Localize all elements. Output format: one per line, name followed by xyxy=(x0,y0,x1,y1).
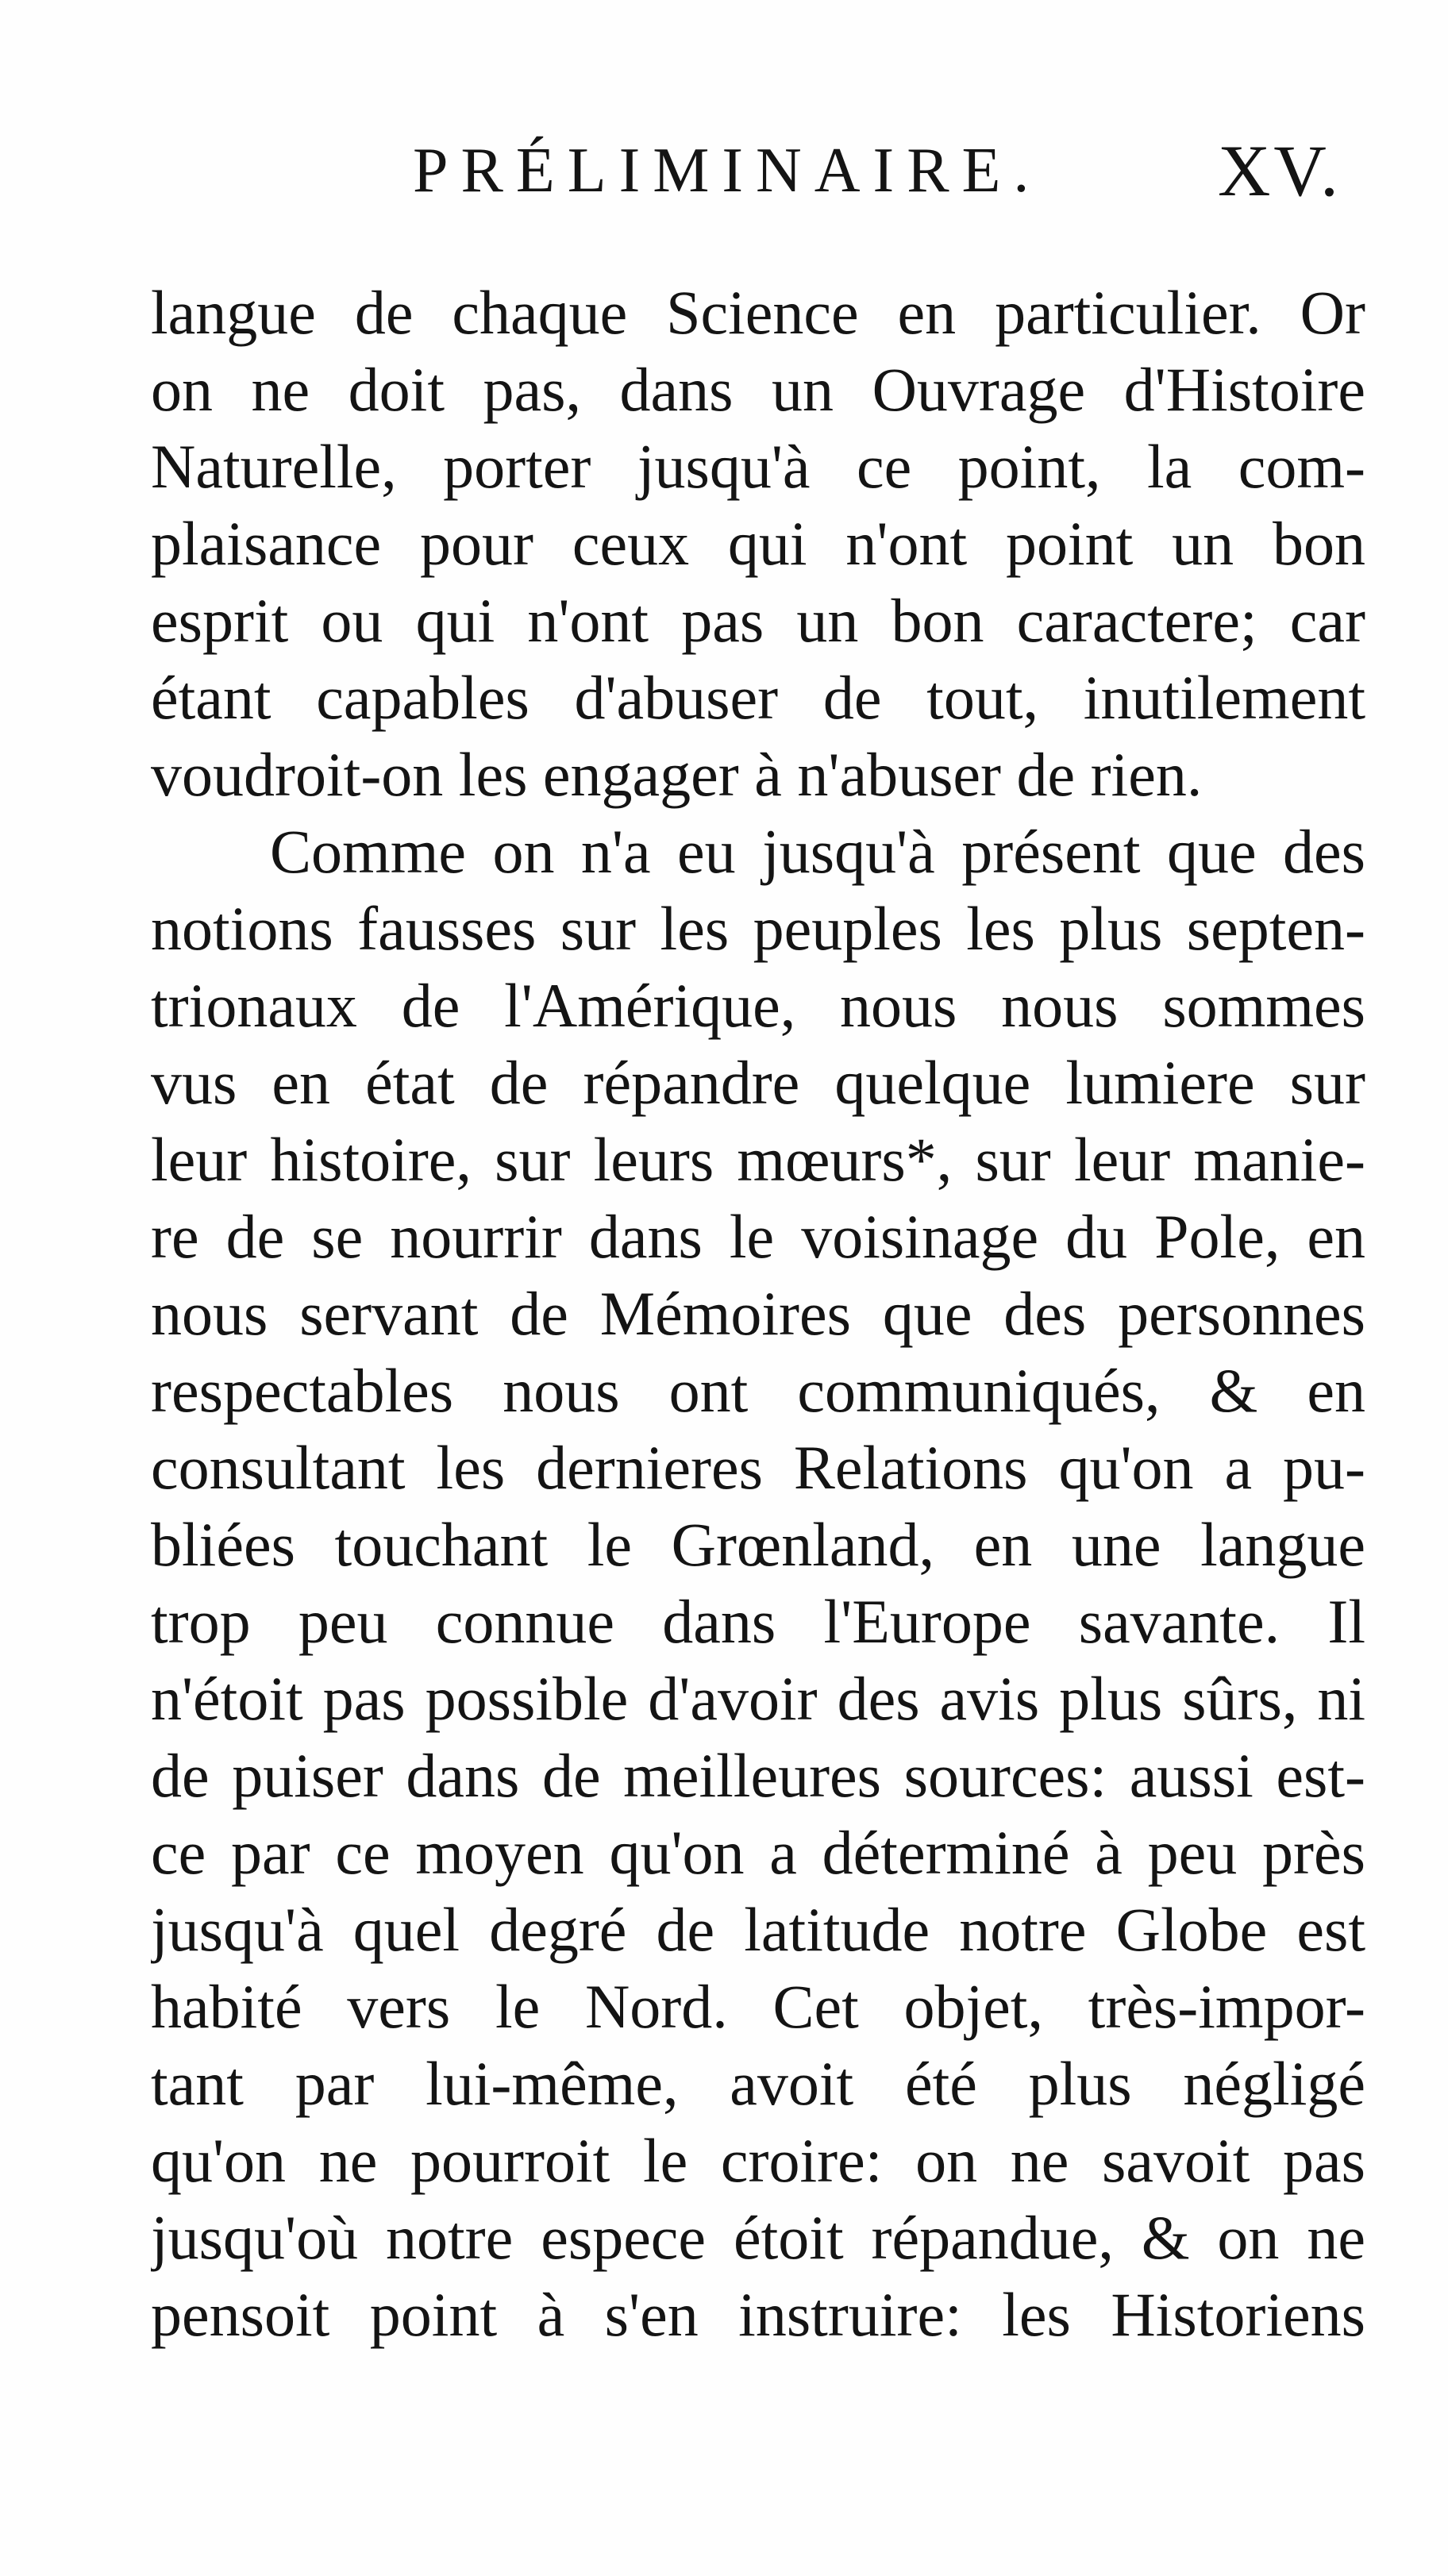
text-line: Comme on n'a eu jusqu'à présent que des xyxy=(270,817,1365,886)
page-header xyxy=(159,127,1365,214)
text-line: bliées touchant le Grœnland, en une langue xyxy=(151,1510,1365,1579)
text-line: on ne doit pas, dans un Ouvrage d'Histoire xyxy=(151,355,1365,424)
text-line: voudroit-on les engager à n'abuser de rien. xyxy=(151,740,1203,809)
body-text xyxy=(151,274,1365,2353)
text-line: esprit ou qui n'ont pas un bon caractere; car xyxy=(151,586,1365,655)
text-line: leur histoire, sur leurs mœurs*, sur leur manie- xyxy=(151,1125,1365,1194)
text-line: trop peu connue dans l'Europe savante. Il xyxy=(151,1587,1365,1656)
text-line: vus en état de répandre quelque lumiere sur xyxy=(151,1048,1365,1117)
text-line: re de se nourrir dans le voisinage du Pole, en xyxy=(151,1202,1365,1271)
running-title: PRÉLIMINAIRE. xyxy=(413,136,1042,206)
text-line: de puiser dans de meilleures sources: aussi est- xyxy=(151,1741,1365,1810)
text-line: étant capables d'abuser de tout, inutilement xyxy=(151,663,1365,732)
paragraph-2 xyxy=(151,813,1365,2353)
text-line: respectables nous ont communiqués, & en xyxy=(151,1356,1365,1425)
page-number: XV. xyxy=(1217,130,1342,211)
text-line: Naturelle, porter jusqu'à ce point, la com- xyxy=(151,432,1365,501)
text-line: langue de chaque Science en particulier. Or xyxy=(151,278,1365,347)
text-line: ce par ce moyen qu'on a déterminé à peu près xyxy=(151,1818,1365,1887)
paragraph-1 xyxy=(151,274,1365,813)
text-line: tant par lui-même, avoit été plus négligé xyxy=(151,2049,1365,2118)
text-line: plaisance pour ceux qui n'ont point un bon xyxy=(151,509,1365,578)
text-line: pensoit point à s'en instruire: les Historiens xyxy=(151,2280,1365,2349)
text-line: habité vers le Nord. Cet objet, très-impor- xyxy=(151,1972,1365,2041)
text-line: n'étoit pas possible d'avoir des avis plus sûrs, ni xyxy=(151,1664,1365,1733)
text-line: notions fausses sur les peuples les plus septen- xyxy=(151,894,1365,963)
text-line: consultant les dernieres Relations qu'on a pu- xyxy=(151,1433,1365,1502)
text-line: trionaux de l'Amérique, nous nous sommes xyxy=(151,971,1365,1040)
text-line: qu'on ne pourroit le croire: on ne savoit pas xyxy=(151,2126,1365,2195)
text-line: jusqu'à quel degré de latitude notre Globe est xyxy=(151,1895,1365,1964)
text-line: jusqu'où notre espece étoit répandue, & on ne xyxy=(151,2203,1365,2272)
text-line: nous servant de Mémoires que des personnes xyxy=(151,1279,1365,1348)
